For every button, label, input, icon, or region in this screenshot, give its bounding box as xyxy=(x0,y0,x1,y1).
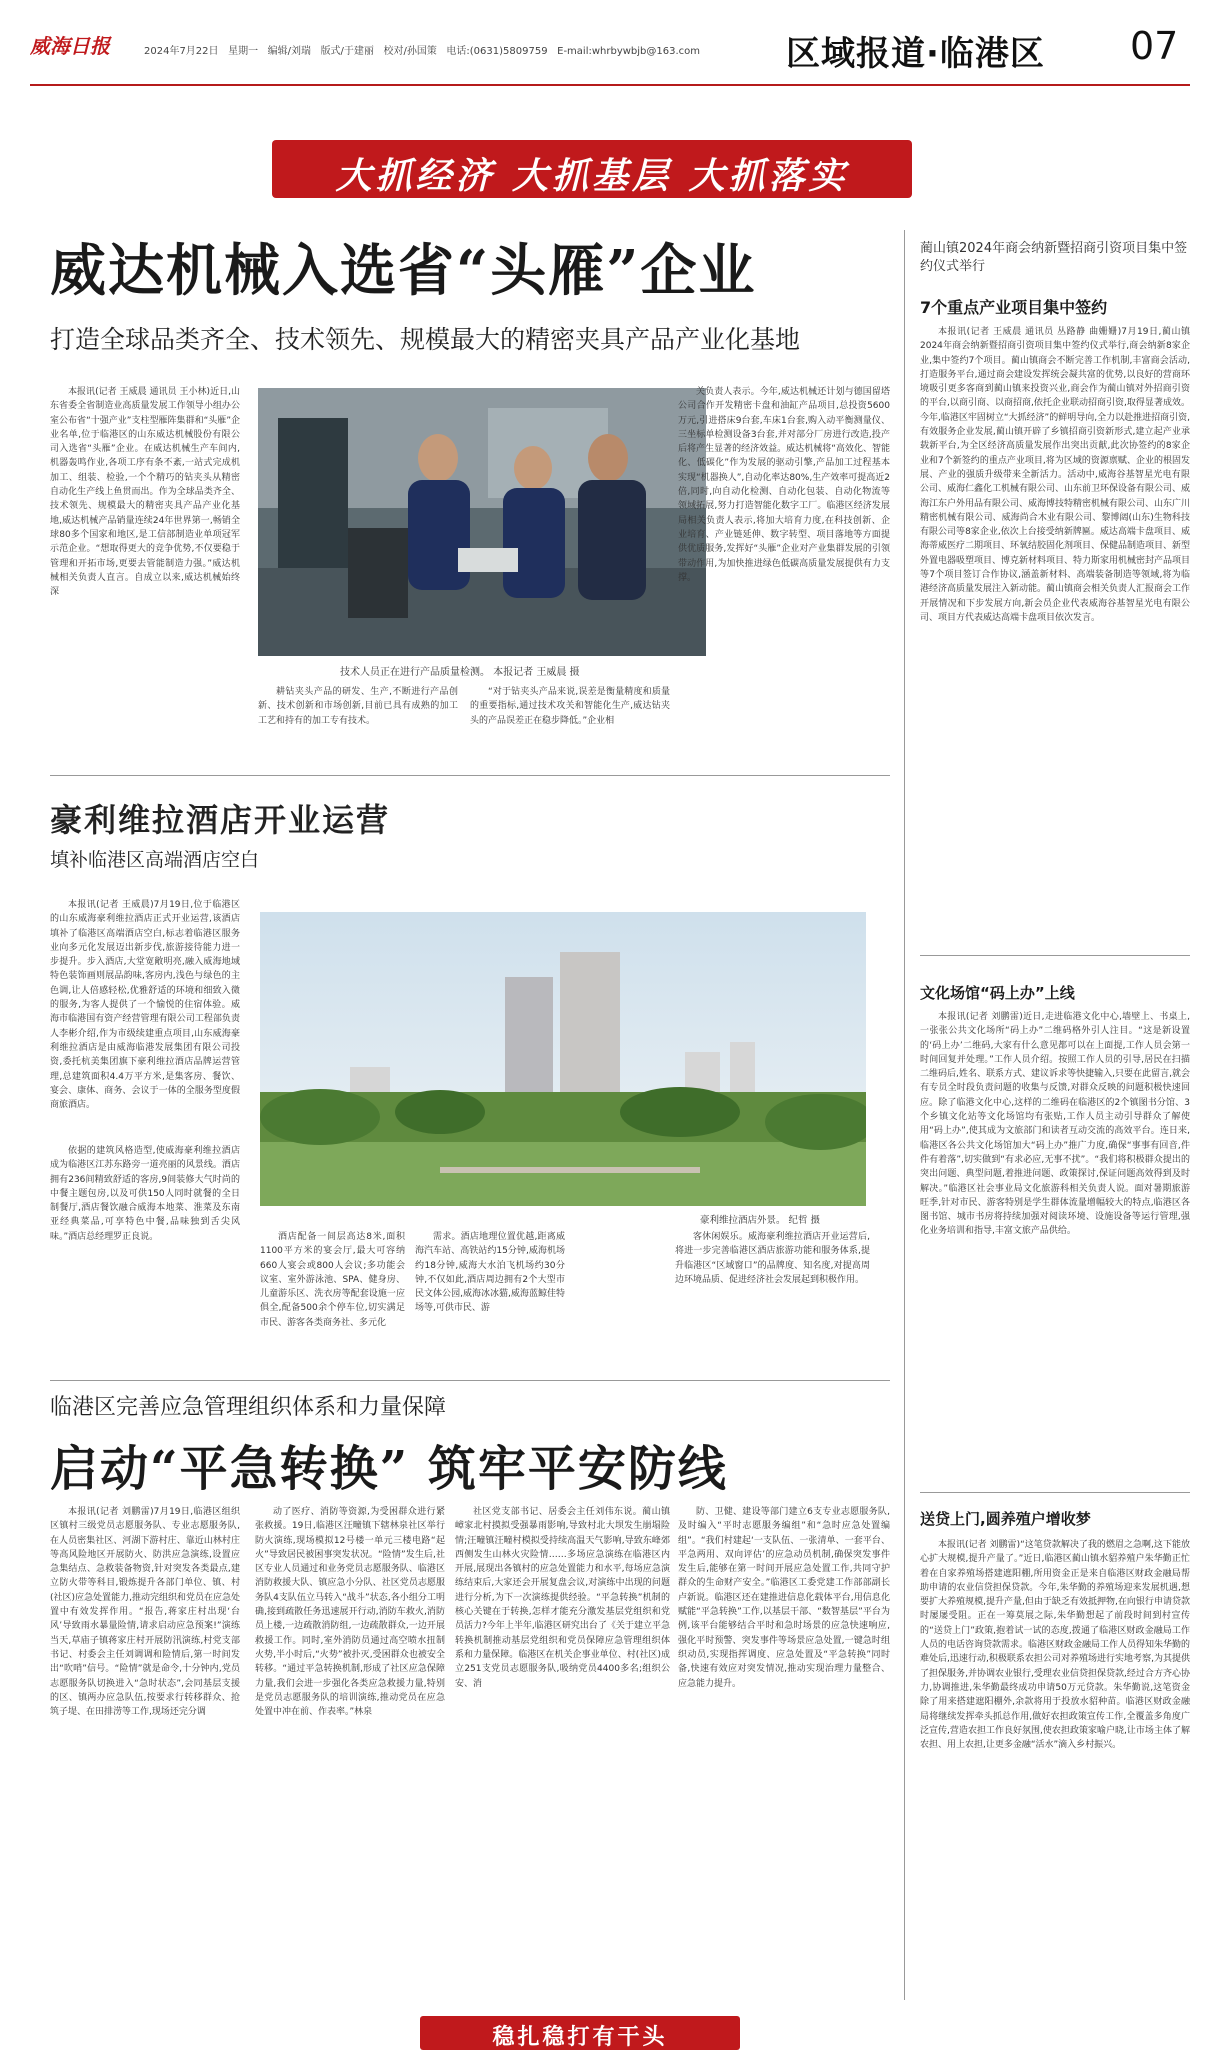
story2-col2: 酒店配备一间层高达8米,面积1100平方米的宴会厅,最大可容纳660人宴会或800人会议;多功能会议室、室外游泳池、SPA、健身房、儿童游乐区、洗衣房等配套设施一应俱全,配备500余个停车位,切实满足市民、游客各类商务社、多元化 xyxy=(260,1232,405,1328)
story3-col4: 防、卫健、建设等部门建立6支专业志愿服务队,及时编入“平时志愿服务编组”和“急时应急处置编组”。“我们村建起‘一支队伍、一张清单、一套平台、平急两用、双向评估’的应急动员机制,确保突发事件发生后,能够在第一时间开展应急处置工作,共同守护群众的生命财产安全。”临港区工委党建工作部部副长卢新说。临港区还在建推进信息化载体平台,用信息化赋能“平急转换”工作,以基层干部、“数智基层”平台为例,该平台能够结合平时和急时场景的应急快速响应,强化平时预警、突发事件等场景应急处置,一键急时组织动员,实现指挥调度、应急处置及“平急转换”同时备,快速有效应对突发情况,推动实现治理力量整合、应急能力提升。 xyxy=(678,1507,890,1689)
header-meta xyxy=(144,42,700,57)
header-email: E-mail:whrbywbjb@163.com xyxy=(557,46,701,57)
story3-col3: 社区党支部书记、居委会主任刘伟东说。蔺山镇嶂家北村摸拟受强暴雨影响,导致村北大坝发生崩塌险情;汪疃镇汪疃村模拟受持续高温天气影响,导致东峰郊西侧发生山林火灾险情……多场应急演练在临港区内开展,展现出各镇村的应急处置能力和水平,每场应急演练结束后,大家还会开展复盘会议,对演练中出现的问题进行分析,为下一次演练提供经验。“平急转换”机制的核心关键在于转换,怎样才能充分激发基层党组织和党员活力?今年上半年,临港区研究出台了《关于建立平急转换机制推动基层党组织和党员保障应急管理组织体系和力量保障。临港区在机关企事业单位、村(社区)成立251支党员志愿服务队,吸纳党员4400多名;组织公安、消 xyxy=(455,1507,670,1689)
story1-photo xyxy=(258,388,706,656)
story2-title: 豪利维拉酒店开业运营 xyxy=(50,801,391,839)
story2-caption: 豪利维拉酒店外景。 纪哲 摄 xyxy=(700,1215,821,1226)
side3-body: 本报讯(记者 刘鹏雷)“这笔贷款解决了我的燃眉之急啊,这下能放心扩大规模,提升产量了。”近日,临港区蔺山镇水貂养殖户朱华勤正忙着在自家养殖场搭建遮阳棚,所用资金正是来自临港区财政金融局帮助申请的农业信贷担保贷款。今年,朱华勤的养殖场迎来发展机遇,想要扩大养殖规模,提升产量,但由于缺乏有效抵押物,在向银行申请贷款时屡屡受阻。正在一筹莫展之际,朱华勤想起了前段时间到村宣传的“送贷上门”政策,抱着试一试的态度,拨通了临港区财政金融局工作人员的电话咨询贷款需求。临港区财政金融局工作人员得知朱华勤的难处后,迅速行动,积极联系农担公司对养殖场进行实地考察,为其提供了担保服务,并协调农业银行,受理农业信贷担保贷款,经过合方齐心协力,协调推进,朱华勤最终成功申请50万元贷款。朱华勤说,这笔资金除了用来搭建遮阳棚外,余款将用于投放水貂种苗。临港区财政金融局将继续发挥牵头抓总作用,做好农担政策宣传工作,全覆盖多角度广泛宣传,营造农担工作良好氛围,使农担政策家喻户晓,让市场主体了解农担、用上农担,让更多金融“活水”滴入乡村振兴。 xyxy=(920,1540,1190,1751)
story2-col4: 客休闲娱乐。威海豪利维拉酒店开业运营后,将进一步完善临港区酒店旅游功能和服务体系,提升临港区“区域窗口”的品牌度、知名度,对提高周边环境品质、促进经济社会发展起到积极作用。 xyxy=(675,1232,870,1285)
story3-col2: 动了医疗、消防等资源,为受困群众进行紧张救援。19日,临港区汪疃镇下辖林泉社区举行防火演练,现场模拟12号楼一单元三楼电路“起火”导致居民被困事突发状况。“险情”发生后,社区专业人员通过和业务党员志愿服务队、临港区消防救援大队、镇应急小分队、社区党员志愿服务队4支队伍立马转入“战斗”状态,各小组分工明确,接到疏散任务迅速展开行动,消防车救火,消防员上楼,一边疏散消防组,一边疏散群众,一边开展救援工作。同时,室外消防员通过高空喷水扭制火势,半小时后,“火势”被扑灭,受困群众也被安全转移。“通过平急转换机制,形成了社区应急保障力量,我们会进一步强化各类应急救援力量,特别是党员志愿服务队的培训演练,推动党员在应急处置中冲在前、作表率。”林泉 xyxy=(255,1507,445,1718)
workers-photo-illustration xyxy=(258,388,706,656)
page-number: 07 xyxy=(1130,24,1179,68)
story1-col2: 耕钻夹头产品的研发、生产,不断进行产品创新、技术创新和市场创新,目前已具有成熟的加工工艺和持有的加工专有技术。 xyxy=(258,687,458,726)
story3-kicker: 临港区完善应急管理组织体系和力量保障 xyxy=(50,1395,447,1420)
story1-title: 威达机械入选省“头雁”企业 xyxy=(50,238,757,304)
story1-col3: “对于钻夹头产品来说,误差是衡量精度和质量的重要指标,通过技术攻关和智能化生产,威达钻夹头的产品误差正在稳步降低。”企业相 xyxy=(470,687,670,726)
hotel-exterior-illustration xyxy=(260,912,866,1206)
side2-body: 本报讯(记者 刘鹏雷)近日,走进临港文化中心,墙壁上、书桌上,一张张公共文化场所“码上办”二维码格外引人注目。“这是新设置的‘码上办’二维码,大家有什么意见都可以在上面提,工作人员会第一时间回复并处理。”工作人员介绍。按照工作人员的引导,居民在扫描二维码后,姓名、联系方式、建议诉求等快捷输入,只要在此留言,就会有专员全时段负责问题的收集与反馈,对群众反映的问题积极快速回应。除了临港文化中心,这样的二维码在临港区的2个镇图书分馆、3个乡镇文化站等文化场馆均有张贴,工作人员主动引导群众了解使用“码上办”,使其成为文旅部门和读者互动交流的高效平台。连日来,临港区各公共文化场馆加大“码上办”推广力度,确保“事事有回音,件件有着落”,切实做到“有求必应,无事不扰”。“我们将积极群众提出的突出问题、典型问题,着推进问题、政策探讨,保证问题高效得到及时解决。”临港区社会事业局文化旅游科相关负责人说。面对暑期旅游旺季,针对市民、游客特别是学生群体流量增幅较大的特点,临港区各图书馆、城市书房将持续加强对阅读环境、设施设备等运行管理,强化业务培训和指导,丰富文旅产品供给。 xyxy=(920,1012,1190,1237)
side2-divider xyxy=(920,1492,1190,1493)
masthead-logo: 威海日报 xyxy=(30,34,110,58)
header-proof: 校对/孙国策 xyxy=(383,46,437,57)
story2-subtitle: 填补临港区高端酒店空白 xyxy=(50,849,260,871)
story1-caption: 技术人员正在进行产品质量检测。 本报记者 王威晨 摄 xyxy=(340,667,580,678)
header-weekday: 星期一 xyxy=(228,46,259,57)
banner-text: 大抓经济 大抓基层 大抓落实 xyxy=(335,155,849,197)
header-phone: 电话:(0631)5809759 xyxy=(446,46,548,57)
header-layout: 版式/于建丽 xyxy=(320,46,374,57)
story3-col1: 本报讯(记者 刘鹏雷)7月19日,临港区组织区镇村三级党员志愿服务队、专业志愿服务队,在人员密集社区、河湖下游村庄、靠近山林村庄等高风险地区开展防火、防洪应急演练,设置应急集结点、急救装备物资,针对突发各类最点,建立防火带等科目,锻炼提升各部门单位、镇、村(社区)应急处置能力,推动完组织和党员在应急处置中有效发挥作用。“报告,蒋家庄村出现‘台风’导致雨水暴量险情,请求启动应急预案!”演练当天,草庙子镇蒋家庄村开展防汛演练,村党支部书记、村委会主任刘调调和险情后,第一时间发出“吹哨”信号。“险情”就是命令,十分钟内,党员志愿服务队切换进入“急时状态”,会同基层支援的区、镇两办应急队伍,按要求行转移群众、抢筑子堤、在田排涝等工作,现场还完分调 xyxy=(50,1507,240,1718)
side1-kicker: 蔺山镇2024年商会纳新暨招商引资项目集中签约仪式举行 xyxy=(920,241,1188,274)
header-rule xyxy=(30,84,1190,86)
sidebar-rule xyxy=(904,230,905,2000)
section-title: 区域报道·临港区 xyxy=(786,34,1045,74)
side3-title: 送贷上门,圆养殖户增收梦 xyxy=(920,1510,1091,1528)
story1-divider xyxy=(50,775,890,776)
story1-subtitle: 打造全球品类齐全、技术领先、规模最大的精密夹具产品产业化基地 xyxy=(50,325,801,354)
side1-body: 本报讯(记者 王威晨 通讯员 丛路静 曲姗姗)7月19日,蔺山镇2024年商会纳新暨招商引资项目集中签约仪式举行,商会纳新8家企业,集中签约7个项目。蔺山镇商会不断完善工作机制,丰富商会活动,打造服务平台,通过商会建设发挥统会凝共富的优势,以良好的营商环境吸引更多客商到蔺山镇来投资兴业,商会作为蔺山镇对外招商引资的平台,以商引商、以商招商,依托企业联动招商引资,取得显著成效。今年,临港区牢固树立“大抓经济”的鲜明导向,全力以赴推进招商引资,有效服务企业发展,蔺山镇开辟了乡镇招商引资新形式,建立起产业承载新平台,为全区经济高质量发展作出突出贡献,此次协签约的8家企业和7个新签约的重点产业项目,将为区域的资源禀赋、企业的根固发展、产业的强质升级带来全新活力。活动中,威海谷基智星光电有限公司、威海仁鑫化工机械有限公司、山东前卫环保设备有限公司、威海江东户外用品有限公司、威海博技特精密机械有限公司、山东广川精密机械有限公司、威海尚合木业有限公司、黎博阔(山东)生物科技有限公司等8家企业,依次上台接受纳新牌匾。威达高端卡盘项目、威海蒂威医疗二期项目、环氧结胶固化剂项目、保健品制造项目、新型外置电器吸塑项目、博克新材料项目、特力斯家用机械密封产品项目等7个项目签订合作协议,涵盖新材料、高端装备制造等领域,将为临港经济高质量发展注入新动能。蔺山镇商会相关负责人汇报商会工作开展情况和下步发展方向,新会员企业代表威海谷基智星光电有限公司、项目方代表威达高端卡盘项目依次发言。 xyxy=(920,327,1190,623)
story2-col1: 本报讯(记者 王威晨)7月19日,位于临港区的山东威海豪利维拉酒店正式开业运营,该酒店填补了临港区高端酒店空白,标志着临港区服务业向多元化发展迈出新步伐,旅游接待能力进一步提升。步入酒店,大堂宽敞明亮,融入威海地域特色装饰画则展品韵味,客房内,浅色与绿色的主色调,让人倍感轻松,优雅舒适的环境和细致入微的服务,为客人提供了一个愉悦的住宿体验。威海市临港国有资产经营管理有限公司工程部负责人李彬介绍,作为市级续建重点项目,山东威海豪利维拉酒店是由威海临港发展集团有限公司投资,委托杭美集团旗下豪利维拉酒店品牌运营管理,总建筑面积4.4万平方米,是集客房、餐饮、宴会、康体、商务、会议于一体的全服务型度假商旅酒店。 xyxy=(50,900,240,1111)
story2-divider xyxy=(50,1380,890,1381)
side1-title: 7个重点产业项目集中签约 xyxy=(920,298,1108,317)
story1-col1: 本报讯(记者 王威晨 通讯员 王小林)近日,山东省委全省制造业高质量发展工作领导小组办公室公布省“十强产业”支柱型雁阵集群和“头雁”企业名单,位于临港区的山东威达机械股份有限公司入选省“头雁”企业。在威达机械生产车间内,机器轰鸣作业,各项工序有条不紊,一站式完成机加工、组装、检验,一个个精巧的钻夹头从精密自动化生产线上鱼贯而出。作为全球品类齐全、技术领先、规模最大的精密夹具产品产业化基地,威达机械产品销量连续24年世界第一,畅销全球80多个国家和地区,是工信部制造业单项冠军示范企业。“想取得更大的竞争优势,不仅要稳于管理和开拓市场,更要去管能制造力强。”威达机械相关负责人直言。自成立以来,威达机械始终深 xyxy=(50,387,240,598)
footer-text: 稳扎稳打有干头 xyxy=(492,2025,668,2050)
side2-title: 文化场馆“码上办”上线 xyxy=(920,984,1075,1002)
side1-divider xyxy=(920,955,1190,956)
story3-title: 启动“平急转换” 筑牢平安防线 xyxy=(50,1441,728,1497)
header-date: 2024年7月22日 xyxy=(144,46,219,57)
story2-col3: 需求。酒店地理位置优越,距离威海汽车站、高铁站约15分钟,威海机场约18分钟,威海大水泊飞机场约30分钟,不仅如此,酒店周边拥有2个大型市民文体公园,威海冰冰猫,威海蓝鲸佳特场等,可供市民、游 xyxy=(415,1232,565,1314)
story2-col1b: 依据的建筑风格造型,使威海豪利维拉酒店成为临港区江苏东路旁一道亮丽的风景线。酒店拥有236间精致舒适的客房,9间装修大气时尚的中餐主题包房,以及可供150人同时就餐的全日制餐厅,酒店餐饮融合威海本地菜、淮菜及东南亚经典菜品,可享特色中餐,品味独到舌尖风味。”酒店总经理罗正良说。 xyxy=(50,1146,240,1242)
story1-col4: 关负责人表示。今年,威达机械还计划与德国留塔公司合作开发精密卡盘和油缸产品项目,总投资5600万元,引进搭床9台套,车床1台套,购入动平衡测量仪、三坐标单检测设备3台套,并对部分厂房进行改造,投产后将产生显著的经济效益。威达机械将“高效化、智能化、低碳化”作为发展的驱动引擎,产品加工过程基本实现“机器换人”,自动化率达80%,生产效率可提高近2倍,同时,向自动化检测、自动化包装、自动化物流等领域拓展,努力打造智能化数字工厂。临港区经济发展局相关负责人表示,将加大培育力度,在科技创新、企业培育、产业链延伸、数字转型、项目落地等方面提供优质服务,发挥好“头雁”企业对产业集群发展的引领带动作用,为加快推进绿色低碳高质量发展提供有力支撑。 xyxy=(678,387,890,583)
story2-photo xyxy=(260,912,866,1206)
header-editor: 编辑/刘瑞 xyxy=(267,46,312,57)
